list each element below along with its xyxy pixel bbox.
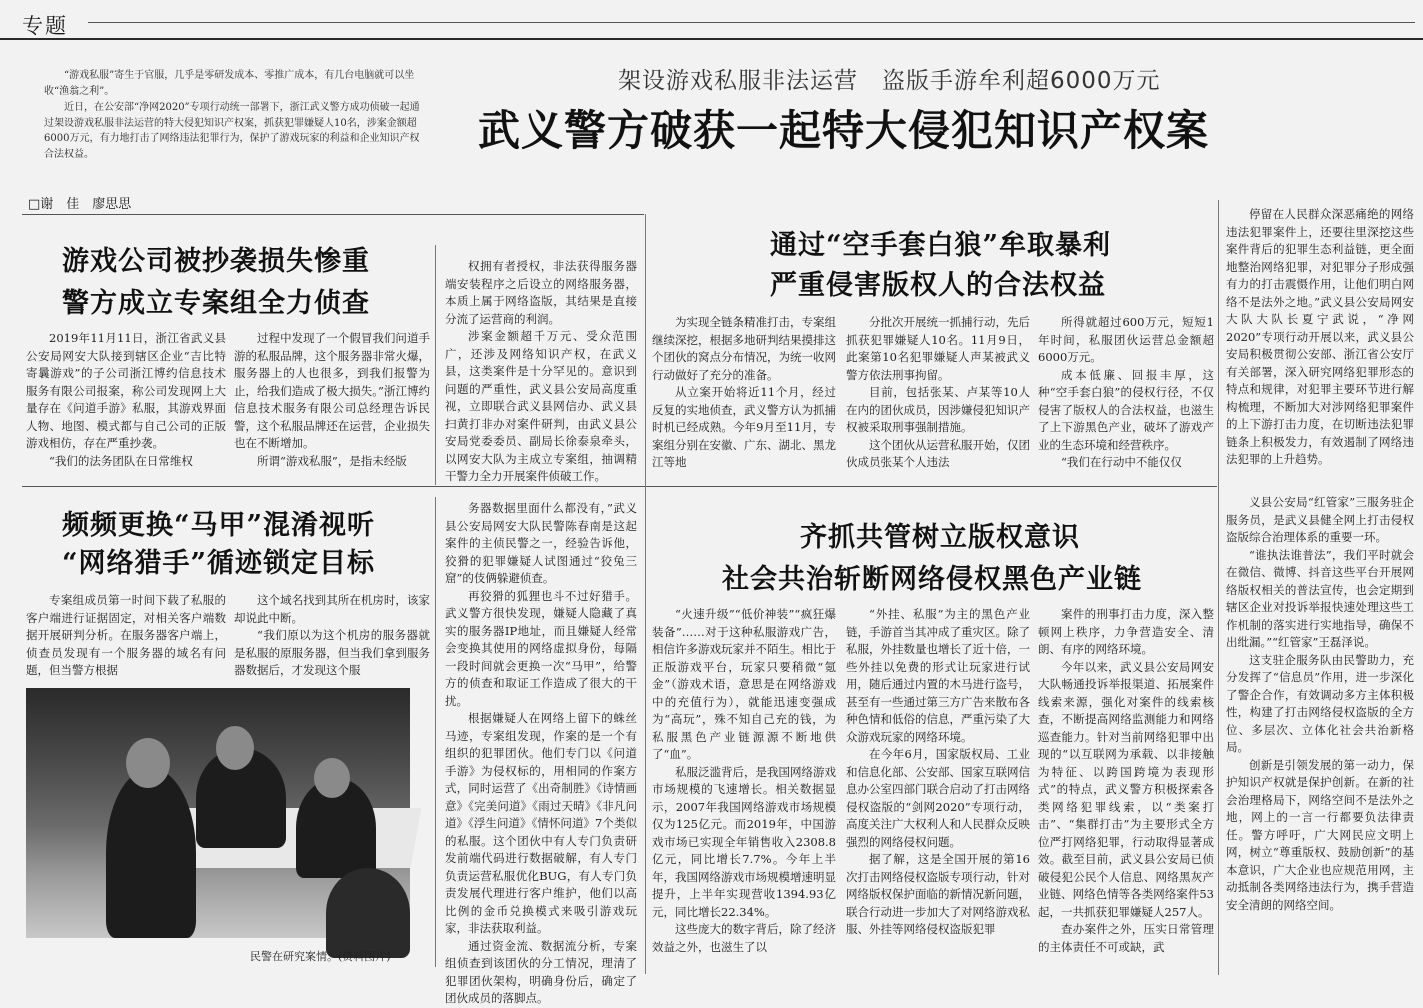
sec1-column-1 [26,330,226,478]
paragraph: 这些庞大的数字背后，除了经济效益之外，也滋生了以 [652,922,836,954]
subheadline: 架设游戏私服非法运营 盗版手游牟利超6000万元 [618,68,1161,94]
paragraph: 这个域名找到其所在机房时，该家却说此中断。 [234,593,430,625]
sec4-column-2 [846,606,1030,972]
paragraph: 2019年11月11日，浙江省武义县公安局网安大队接到辖区企业“吉比特寄曩游戏”的子公司浙江博约信息技术服务有限公司报案，称公司发现网上大量存在《问道手游》私服，其游戏界面人物、地图、模式都与自己公司的正版游戏相仿，存在严重抄袭。 [26,331,226,450]
paragraph: 这支驻企服务队由民警助力，充分发挥了“信息员”作用，进一步深化了警企合作，有效调动多方主体积极性，构建了打击网络侵权盗版的全方位、多层次、立体化社会共治新格局。 [1226,652,1414,754]
lead-p1: “游戏私服”寄生于官服，几乎是零研发成本、零推广成本，有几台电脑就可以坐收“渔翁之利”。 [44,70,415,97]
sec4-title-1: 齐抓共管树立版权意识 [800,522,1080,553]
photo-officer-head [126,738,170,788]
photo-officer-head [216,726,254,770]
sec2-column-1 [26,592,226,682]
sec1-column-2 [234,330,430,478]
news-photo [26,688,410,938]
paragraph: “我们在行动中不能仅仅 [1061,455,1182,469]
paragraph: 分批次开展统一抓捕行动，先后抓获犯罪嫌疑人10名。11月9日，此案第10名犯罪嫌疑人声某被武义警方依法刑事拘留。 [846,315,1030,382]
headline: 武义警方破获一起特大侵犯知识产权案 [478,106,1210,155]
top-rule-thick [0,38,1423,40]
paragraph: 权拥有者授权，非法获得服务器端安装程序之后设立的网络服务器，本质上属于网络盗版，其结果是直接分流了运营商的利润。 [445,259,637,326]
rule-byline [22,214,644,215]
sec2-column-3 [445,500,637,1005]
byline: □谢 佳 廖思思 [28,197,132,212]
paragraph: 过程中发现了一个假冒我们问道手游的私服品牌，这个服务器非常火爆，服务器上的人也很多，到我们报警为止，给我们造成了极大损失。”浙江博约信息技术服务有限公司总经理告诉民警，这个私服品牌还在运营，企业损失也在不断增加。 [234,331,430,450]
sec1-title-1: 游戏公司被抄袭损失惨重 [62,246,370,277]
paragraph: 目前，包括张某、卢某等10人在内的团伙成员，因涉嫌侵犯知识产权被采取刑事强制措施。 [846,385,1030,434]
paragraph: 成本低廉、回报丰厚，这种“空手套白狼”的侵权行径，不仅侵害了版权人的合法权益，也滋生了上下游黑色产业，破坏了游戏产业的生态环境和经营秩序。 [1038,367,1214,452]
sec3-title-1: 通过“空手套白狼”牟取暴利 [770,230,1112,261]
top-rule [88,22,1415,23]
paragraph: 再狡猾的狐狸也斗不过好猎手。武义警方很快发现，嫌疑人隐藏了真实的服务器IP地址，而且嫌疑人经常会变换其使用的网络虚拟身份，每隔一段时间就会更换一次“马甲”，给警方的侦查和取证工作造成了很大的干扰。 [445,588,637,708]
paragraph: “我们原以为这个机房的服务器就是私服的原服务器，但当我们拿到服务器数据后，才发现这个服 [234,628,430,677]
col-divider [645,214,646,974]
paragraph: 这个团伙从运营私服开始，仅团伙成员张某个人违法 [846,437,1030,469]
sec1-title-2: 警方成立专案组全力侦查 [62,288,370,319]
sec3-column-2 [846,314,1030,480]
sec3-column-1 [652,314,836,480]
paragraph: “我们的法务团队在日常维权 [49,453,193,468]
paragraph: 私服泛滥背后，是我国网络游戏市场规模的飞速增长。相关数据显示，2007年我国网络游戏市场规模仅为125亿元。而2019年，中国游戏市场已实现全年销售收入2308.8亿元，同比增长7.7%。今年上半年，我国网络游戏市场规模增速明显提升，上半年实现营收1394.93亿元，同比增长22.34%。 [652,764,836,919]
paragraph: 专案组成员第一时间下载了私服的客户端进行证据固定，对相关客户端数据开展研判分析。在服务器客户端上，侦查员发现有一个服务器的域名有问题，但当警方根据 [26,593,226,677]
paragraph: 义县公安局“红管家”三服务驻企服务员，是武义县健全网上打击侵权盗版综合治理体系的重要一环。 [1226,495,1414,544]
col-divider [1218,200,1219,975]
sec4-title-2: 社会共治斩断网络侵权黑色产业链 [722,564,1142,595]
section-label: 专题 [22,14,68,38]
sec1-column-3 [445,258,637,482]
col-divider [435,497,436,967]
paragraph: 案件的刑事打击力度，深入整顿网上秩序，力争营造安全、清朗、有序的网络环境。 [1038,607,1214,656]
sec3-title-2: 严重侵害版权人的合法权益 [770,270,1106,301]
lead-paragraphs [44,68,424,163]
sec3-column-3 [1038,314,1214,480]
sec4-column-3 [1038,606,1214,972]
paragraph: 所谓“游戏私服”，是指未经版 [257,453,407,468]
lead-p2: 近日，在公安部“净网2020”专项行动统一部署下，浙江武义警方成功侦破一起通过架设游戏私服非法运营的特大侵犯知识产权案，抓获犯罪嫌疑人10名，涉案金额超6000万元，有力地打击了网络违法犯罪行为，保护了游戏玩家的利益和企业知识产权合法权益。 [44,102,420,160]
paragraph: 务器数据里面什么都没有，”武义县公安局网安大队民警陈春南是这起案件的主侦民警之一，经验告诉他，狡猾的犯罪嫌疑人试图通过“狡兔三窟”的伎俩躲避侦查。 [445,501,637,585]
paragraph: 停留在人民群众深恶痛绝的网络违法犯罪案件上，还要往里深挖这些案件背后的犯罪生态利益链，更全面地整治网络犯罪，对犯罪分子形成强有力的打击震慑作用，让他们明白网络不是法外之地。”武义县公安局网安大队大队长夏宁武说，“净网2020”专项行动开展以来，武义县公安局积极贯彻公安部、浙江省公安厅有关部署，深入研究网络犯罪形态的特点和规律，对犯罪主要环节进行解构梳理，不断加大对涉网络犯罪案件的上下游打击力度，在切断违法犯罪链条上积极发力，有效遏制了网络违法犯罪的上升趋势。 [1226,207,1414,466]
photo-officer-head [314,758,350,798]
paragraph: 涉案金额超千万元、受众范围广，还涉及网络知识产权，在武义县，这类案件是十分罕见的。意识到问题的严重性，武义县公安局高度重视，立即联合武义县网信办、武义县扫黄打非办对案件研判，由武义县公安局党委委员、副局长徐泰泉牵头，以网安大队为主成立专案组，抽调精干警力全力开展案件侦破工作。 [445,329,637,483]
paragraph: 创新是引领发展的第一动力，保护知识产权就是保护创新。在新的社会治理格局下，网络空间不是法外之地，网上的一言一行都要负法律责任。警方呼吁，广大网民应文明上网，树立“尊重版权、鼓励创新”的基本意识，广大企业也应规范用网，主动抵制各类网络违法行为，携手营造安全清朗的网络空间。 [1226,757,1414,912]
paragraph: 在今年6月，国家版权局、工业和信息化部、公安部、国家互联网信息办公室四部门联合启动了打击网络侵权盗版的“剑网2020”专项行动，高度关注广大权利人和人民群众反映强烈的网络侵权问题。 [846,747,1030,849]
col-divider [435,245,436,485]
paragraph: 为实现全链条精准打击，专案组继续深挖，根据多地研判结果摸排这个团伙的窝点分布情况，为统一收网行动做好了充分的准备。 [652,315,836,382]
sec2-column-2 [234,592,430,682]
sec4-column-4 [1226,494,1414,972]
paragraph: 据了解，这是全国开展的第16次打击网络侵权盗版专项行动，针对网络版权保护面临的新情况新问题，联合行动进一步加大了对网络游戏私服、外挂等网络侵权盗版犯罪 [846,852,1030,936]
paragraph: 从立案开始将近11个月，经过反复的实地侦查，武义警方认为抓捕时机已经成熟。今年9月至11月，专案组分别在安徽、广东、湖北、黑龙江等地 [652,385,836,469]
photo-caption: 民警在研究案情。(资料图片) [250,950,391,963]
sec3-column-4 [1226,206,1414,482]
paragraph: “外挂、私服”为主的黑色产业链，手游首当其冲成了重灾区。除了私服，外挂数量也增长了近十倍，一些外挂以免费的形式让玩家进行试用，随后通过内置的木马进行盗号，甚至有一些通过第三方广告来散布各种色情和低俗的信息，严重污染了大众游戏玩家的网络环境。 [846,607,1030,744]
photo-officer [326,868,410,958]
paragraph: “谁执法谁普法”，我们平时就会在微信、微博、抖音这些平台开展网络版权相关的普法宣传，也会定期到辖区企业对投诉举报快速处理这些工作机制的落实进行实地指导，确保不出纰漏。”“红管家”王磊泽说。 [1226,547,1414,649]
paragraph: 所得就超过600万元，短短1年时间，私服团伙运营总金额超6000万元。 [1038,315,1214,364]
sec2-title-2: “网络猎手”循迹锁定目标 [62,548,376,579]
paragraph: 今年以来，武义县公安局网安大队畅通投诉举报渠道、拓展案件线索来源，强化对案件的线索核查，不断提高网络监测能力和网络巡查能力。针对当前网络犯罪中出现的“以互联网为承载、以非接触为特征、以跨国跨境为表现形式”的特点，武义警方积极探索各类网络犯罪线索，以“类案打击”、“集群打击”为主要形式全方位严打网络犯罪，行动取得显著成效。截至目前，武义县公安局已侦破侵犯公民个人信息、网络黑灰产业链、网络色情等各类网络案件53起，一共抓获犯罪嫌疑人257人。 [1038,659,1214,919]
paragraph: “火速升级”“低价神装”“疯狂爆装备”……对于这种私服游戏广告，相信许多游戏玩家并不陌生。相比于正版游戏平台，玩家只要稍微“氪金”（游戏术语，意思是在网络游戏中的充值行为），就能迅速变强成为“高玩”，殊不知自己充的钱，为私服黑色产业链源源不断地供了“血”。 [652,607,836,761]
paragraph: 根据嫌疑人在网络上留下的蛛丝马迹，专案组发现，作案的是一个有组织的犯罪团伙。他们专门以《问道手游》为侵权标的，用相同的作案方式，同时运营了《出奇制胜》《诗情画意》《完美问道》《雨过天晴》《非凡问道》《浮生问道》《情怀问道》7个类似的私服。这个团伙中有人专门负责研发前端代码进行数据破解，有人专门负责运营私服优化BUG，有人专门负责发展代理进行客户维护，他们以高比例的金币兑换模式来吸引游戏玩家，非法获取利益。 [445,711,637,935]
sec2-title-1: 频频更换“马甲”混淆视听 [62,510,376,541]
paragraph: 查办案件之外，压实日常管理的主体责任不可或缺，武 [1038,922,1214,954]
paragraph: 通过资金流、数据流分析，专案组侦查到该团伙的分工情况，理清了犯罪团伙架构，明确身份后，确定了团伙成员的落脚点。 [445,938,637,1005]
rule-middle [22,486,1217,487]
photo-officer [106,768,196,938]
sec4-column-1 [652,606,836,972]
